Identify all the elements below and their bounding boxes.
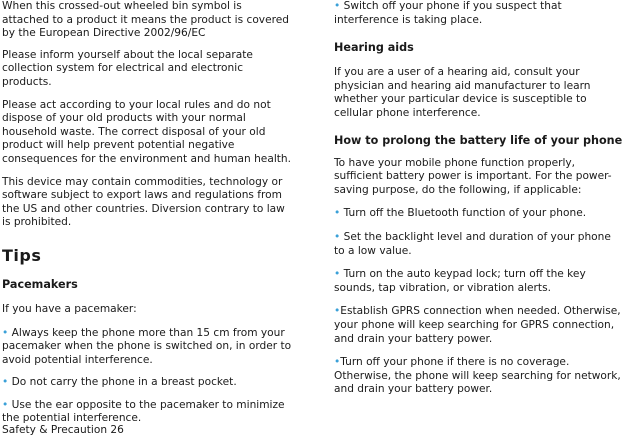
bullet-mark: •: [2, 376, 9, 389]
disposal-paragraph: Please act according to your local rules and do not dispose of your old products with your normal household waste. The correct disposal of your old product will help prevent potential negative consequences for the environment and human health.: [2, 98, 292, 165]
list-item: • Use the ear opposite to the pacemaker to minimize the potential interference.: [2, 398, 285, 425]
bullet-mark: •: [334, 268, 341, 281]
list-item: • Switch off your phone if you suspect that interference is taking place.: [334, 0, 562, 26]
list-item: •Turn off your phone if there is no coverage. Otherwise, the phone will keep searching for network, and drain your battery power.: [334, 356, 621, 396]
list-item: •Establish GPRS connection when needed. Otherwise, your phone will keep searching for GPRS connection, and drain your battery power.: [334, 305, 621, 345]
battery-paragraph: To have your mobile phone function properly, sufficient battery power is important. For the power-saving purpose, do the following, if applicable:: [334, 156, 612, 196]
export-paragraph: This device may contain commodities, technology or software subject to export laws and regulations from the US and other countries. Diversion contrary to law is prohibited.: [2, 175, 285, 229]
right-column: [334, 0, 623, 397]
list-item: • Turn on the auto keypad lock; turn off the key sounds, tap vibration, or vibration alerts.: [334, 268, 586, 294]
bullet-mark: •: [334, 356, 341, 369]
list-item: • Turn off the Bluetooth function of your phone.: [334, 207, 587, 220]
list-item: • Always keep the phone more than 15 cm from your pacemaker when the phone is switched on, in order to avoid potential interference.: [2, 326, 292, 366]
bullet-mark: •: [334, 0, 341, 12]
left-column: [2, 0, 292, 426]
pacemaker-intro: If you have a pacemaker:: [2, 302, 137, 315]
battery-heading: How to prolong the battery life of your phone: [334, 133, 623, 147]
hearing-aids-heading: Hearing aids: [334, 41, 414, 55]
bullet-mark: •: [334, 230, 341, 243]
bullet-mark: •: [334, 207, 341, 220]
page-footer: Safety & Precaution 26: [2, 424, 124, 436]
bullet-mark: •: [2, 398, 9, 411]
list-item: • Set the backlight level and duration of your phone to a low value.: [334, 230, 611, 257]
bullet-mark: •: [2, 326, 9, 339]
hearing-aids-paragraph: If you are a user of a hearing aid, consult your physician and hearing aid manufacturer to learn whether your particular device is susceptible to cellular phone interference.: [334, 66, 591, 119]
tips-heading: Tips: [2, 245, 42, 265]
pacemakers-heading: Pacemakers: [2, 277, 78, 291]
collection-paragraph: Please inform yourself about the local separate collection system for electrical and electronic products.: [2, 48, 253, 88]
list-item: • Do not carry the phone in a breast pocket.: [2, 376, 237, 389]
weee-paragraph: When this crossed-out wheeled bin symbol is attached to a product it means the product is covered by the European Directive 2002/96/EC: [2, 0, 289, 40]
bullet-mark: •: [334, 305, 341, 318]
